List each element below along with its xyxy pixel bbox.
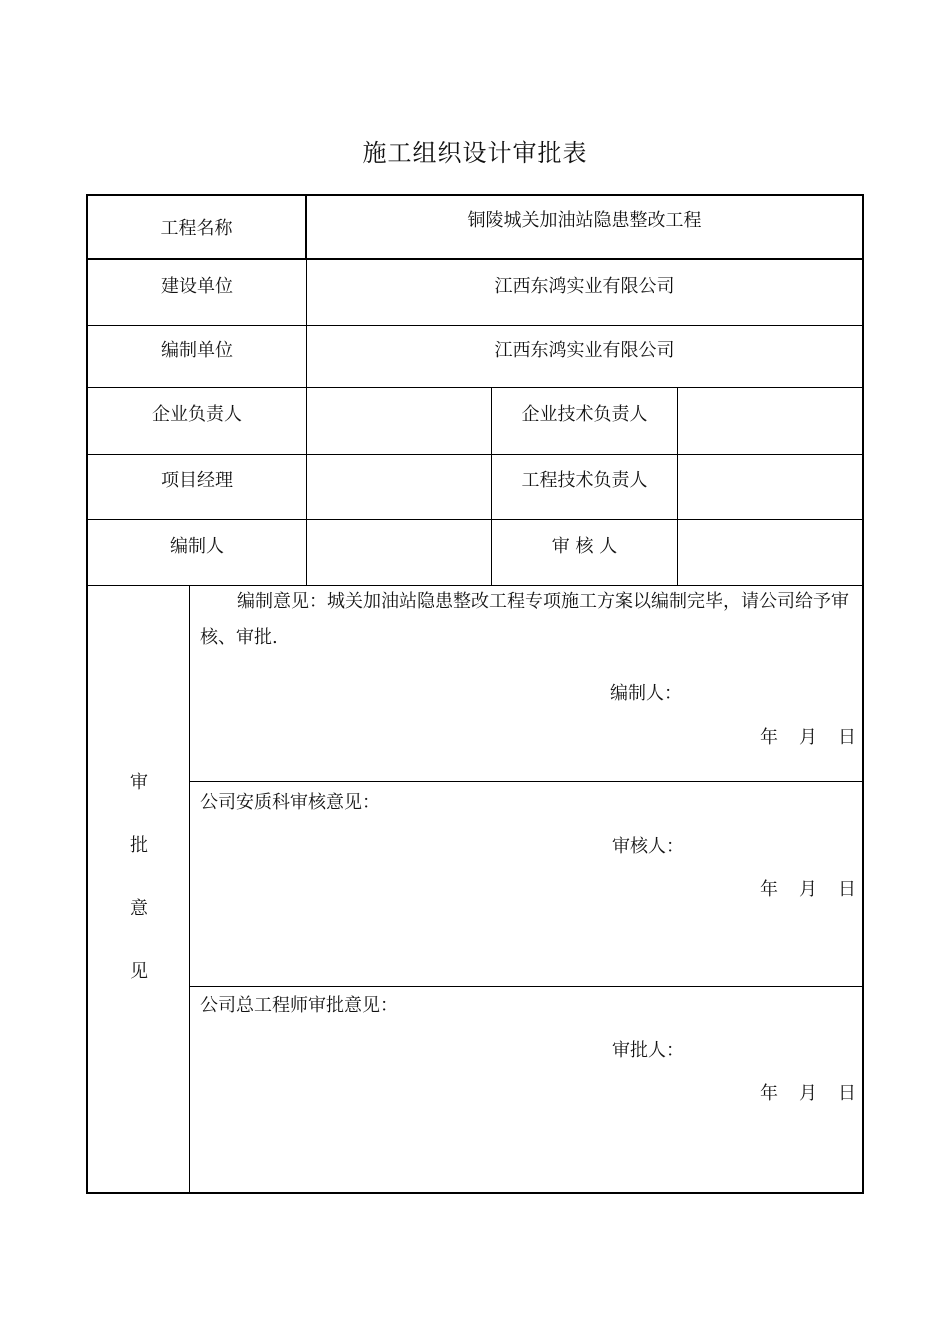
construction-unit-label: 建设单位 [161, 276, 233, 297]
date-month: 月 [799, 1083, 817, 1104]
date-day: 日 [838, 1083, 856, 1104]
enterprise-head-value[interactable] [307, 388, 491, 454]
side-label-char: 见 [130, 961, 148, 982]
compiling-unit-label: 编制单位 [161, 340, 233, 361]
date-day: 日 [838, 879, 856, 900]
chief-engineer-opinion-label: 公司总工程师审批意见： [200, 995, 398, 1016]
row-divider [189, 986, 864, 987]
date-year: 年 [760, 879, 778, 900]
side-label-char: 意 [130, 898, 148, 919]
date-year: 年 [760, 1083, 778, 1104]
project-manager-value[interactable] [307, 455, 491, 519]
construction-unit-value: 江西东鸿实业有限公司 [494, 276, 675, 297]
project-name-value: 铜陵城关加油站隐患整改工程 [467, 210, 702, 231]
safety-sign-label: 审核人： [612, 836, 684, 857]
enterprise-tech-head-label: 企业技术负责人 [521, 404, 648, 425]
date-month: 月 [799, 879, 817, 900]
compiler-value[interactable] [307, 520, 491, 585]
date-month: 月 [799, 727, 817, 748]
column-divider [189, 585, 190, 1194]
form-title: 施工组织设计审批表 [362, 139, 588, 167]
reviewer-label: 审 核 人 [551, 536, 618, 557]
row-divider [189, 781, 864, 782]
compiler-label: 编制人 [170, 536, 224, 557]
compile-sign-label: 编制人： [610, 683, 682, 704]
enterprise-head-label: 企业负责人 [152, 404, 242, 425]
date-year: 年 [760, 727, 778, 748]
safety-opinion-label: 公司安质科审核意见： [200, 792, 380, 813]
project-manager-label: 项目经理 [161, 470, 233, 491]
enterprise-tech-head-value[interactable] [678, 388, 862, 454]
reviewer-value[interactable] [678, 520, 862, 585]
side-label-char: 审 [130, 772, 148, 793]
compiling-unit-value: 江西东鸿实业有限公司 [494, 340, 675, 361]
project-name-label: 工程名称 [160, 218, 233, 239]
project-tech-head-value[interactable] [678, 455, 862, 519]
side-label-char: 批 [130, 835, 148, 856]
compile-opinion-text: 编制意见：城关加油站隐患整改工程专项施工方案以编制完毕，请公司给予审核、审批. [200, 591, 849, 648]
chief-engineer-sign-label: 审批人： [612, 1040, 684, 1061]
project-tech-head-label: 工程技术负责人 [521, 470, 648, 491]
date-day: 日 [838, 727, 856, 748]
